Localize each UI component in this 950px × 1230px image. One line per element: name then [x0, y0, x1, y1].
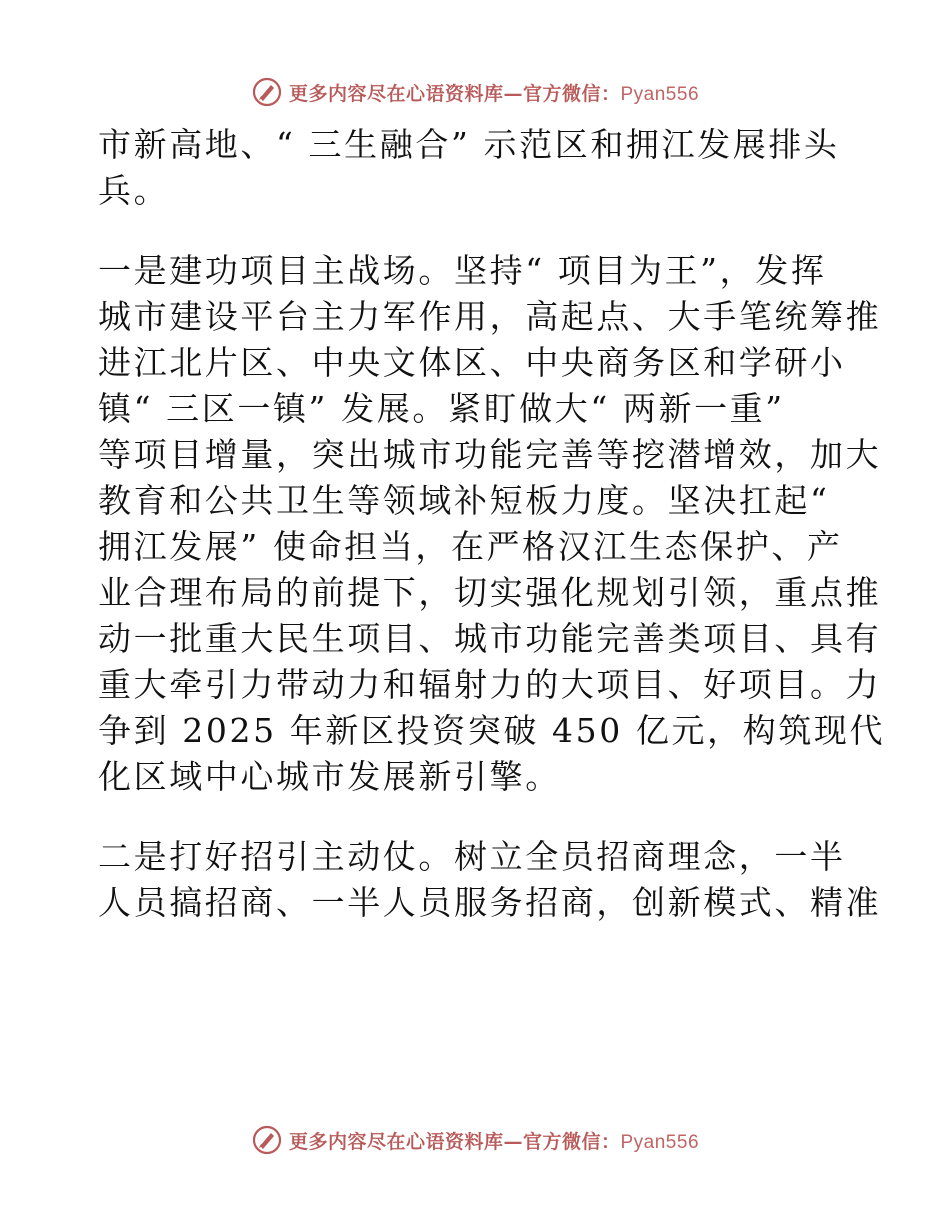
text-line: 拥江发展” 使命担当，在严格汉江生态保护、产 — [98, 527, 843, 566]
text-line: 一是建功项目主战场。坚持“ 项目为王”，发挥 — [98, 251, 827, 290]
footer-watermark — [0, 1120, 950, 1160]
text-line: 人员搞招商、一半人员服务招商，创新模式、精准 — [98, 883, 882, 922]
text-line: 业合理布局的前提下，切实强化规划引领，重点推 — [98, 573, 882, 612]
text-line: 市新高地、“ 三生融合” 示范区和拥江发展排头 — [98, 125, 840, 164]
text-line: 等项目增量，突出城市功能完善等挖潜增效，加大 — [98, 435, 882, 474]
text-line: 争到 2025 年新区投资突破 450 亿元，构筑现代 — [98, 711, 886, 750]
paragraph-2 — [98, 248, 886, 800]
document-body — [98, 122, 886, 926]
pen-nib-seal-icon — [251, 1124, 283, 1156]
watermark-text: 更多内容尽在心语资料库—官方微信： — [288, 1130, 621, 1153]
text-line: 化区域中心城市发展新引擎。 — [98, 757, 561, 796]
paragraph-3 — [98, 834, 882, 926]
watermark-text: 更多内容尽在心语资料库—官方微信： — [288, 82, 621, 105]
text-line: 重大牵引力带动力和辐射力的大项目、好项目。力 — [98, 665, 882, 704]
text-line: 动一批重大民生项目、城市功能完善类项目、具有 — [98, 619, 882, 658]
header-watermark — [0, 72, 950, 112]
pen-nib-seal-icon — [251, 76, 283, 108]
text-line: 兵。 — [98, 171, 170, 210]
paragraph-1 — [98, 122, 858, 214]
text-line: 城市建设平台主力军作用，高起点、大手笔统筹推 — [98, 297, 882, 336]
text-line: 二是打好招引主动仗。树立全员招商理念，一半 — [98, 837, 846, 876]
watermark-account: Pyan556 — [620, 83, 700, 105]
text-line: 镇“ 三区一镇” 发展。紧盯做大“ 两新一重” — [98, 389, 785, 428]
text-line: 进江北片区、中央文体区、中央商务区和学研小 — [98, 343, 846, 382]
text-line: 教育和公共卫生等领域补短板力度。坚决扛起“ — [98, 481, 830, 520]
watermark-account: Pyan556 — [620, 1131, 700, 1153]
